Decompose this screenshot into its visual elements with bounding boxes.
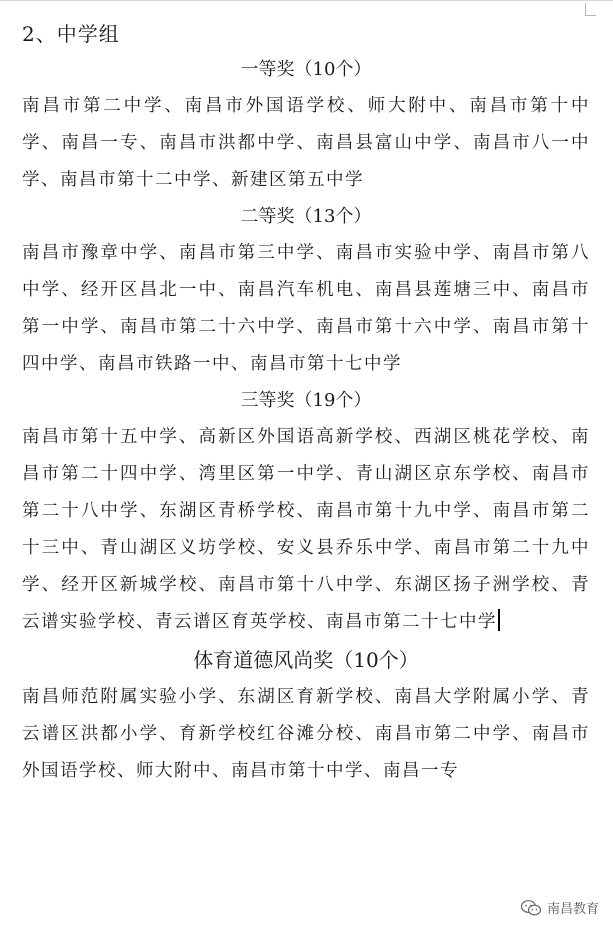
group-heading-second-prize: 二等奖（13个） — [240, 206, 372, 227]
section-title: 2、中学组 — [22, 22, 120, 46]
wechat-icon — [520, 899, 542, 917]
group-heading-first-prize: 一等奖（10个） — [240, 59, 372, 80]
document-page — [22, 16, 590, 790]
watermark — [520, 898, 599, 917]
top-rule — [0, 0, 613, 1]
text-cursor — [498, 609, 500, 631]
watermark-text: 南昌教育 — [546, 902, 599, 917]
group-list-third-prize[interactable] — [22, 419, 590, 641]
page-corner-mark — [585, 3, 596, 16]
group-list-sportsmanship-award: 南昌师范附属实验小学、东湖区育新学校、南昌大学附属小学、青云谱区洪都小学、育新学校红谷滩分校、南昌市第二中学、南昌市外国语学校、师大附中、南昌市第十中学、南昌一专 — [22, 687, 590, 781]
group-list-second-prize: 南昌市豫章中学、南昌市第三中学、南昌市实验中学、南昌市第八中学、经开区昌北一中、南昌汽车机电、南昌县莲塘三中、南昌市第一中学、南昌市第二十六中学、南昌市第十六中学、南昌市第十四中学、南昌市铁路一中、南昌市第十七中学 — [22, 243, 590, 374]
group-list-first-prize: 南昌市第二中学、南昌市外国语学校、师大附中、南昌市第十中学、南昌一专、南昌市洪都中学、南昌县富山中学、南昌市八一中学、南昌市第十二中学、新建区第五中学 — [22, 96, 590, 190]
group-heading-sportsmanship-award: 体育道德风尚奖（10个） — [193, 648, 419, 672]
group-heading-third-prize: 三等奖（19个） — [240, 390, 372, 411]
group-list-third-prize-text: 南昌市第十五中学、高新区外国语高新学校、西湖区桃花学校、南昌市第二十四中学、湾里区第一中学、青山湖区京东学校、南昌市第二十八中学、东湖区青桥学校、南昌市第十九中学、南昌市第二十三中、青山湖区义坊学校、安义县乔乐中学、南昌市第二十九中学、经开区新城学校、南昌市第十八中学、东湖区扬子洲学校、青云谱实验学校、青云谱区育英学校、南昌市第二十七中学 — [22, 427, 590, 632]
